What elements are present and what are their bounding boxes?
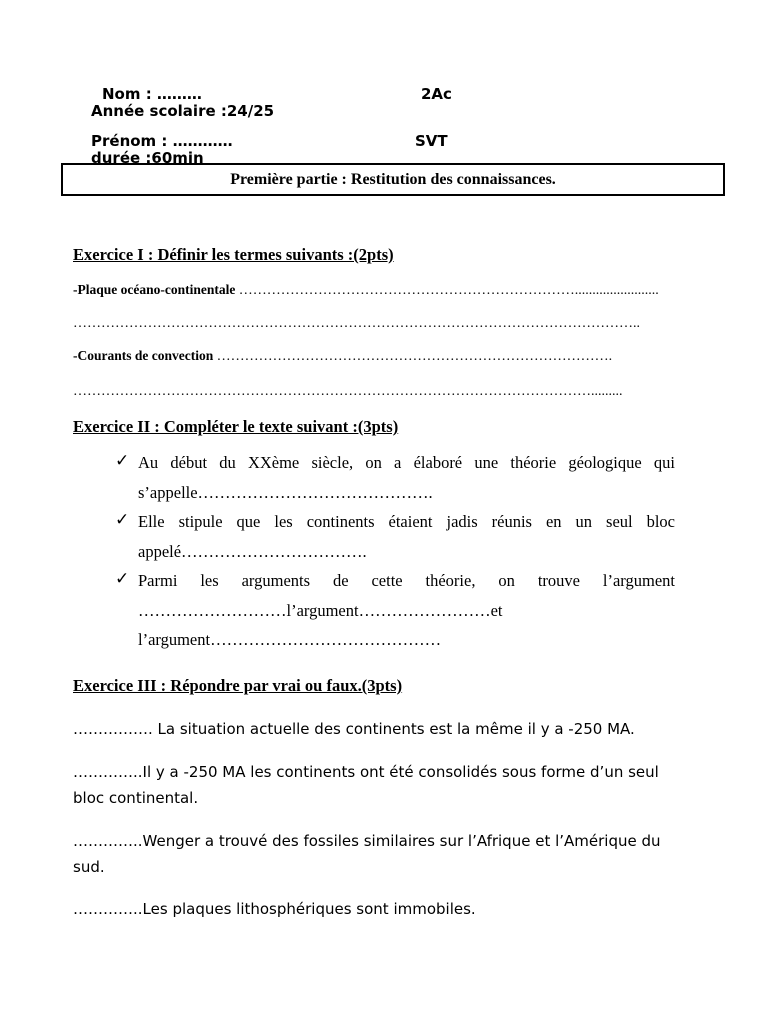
term-1-line	[73, 282, 659, 299]
part-title: Première partie : Restitution des connaissances.	[230, 171, 556, 188]
item-3-line-1: Parmi les arguments de cette théorie, on trouve l’argument	[138, 571, 675, 590]
check-icon: ✓	[115, 569, 130, 589]
item-3-line-2: ………………………l’argument……………………et	[138, 600, 503, 620]
exercise-1-title: Exercice I : Définir les termes suivants :(2pts)	[73, 245, 394, 264]
duration: durée :60min	[91, 149, 204, 167]
list-item	[138, 566, 675, 655]
term-1-label: -Plaque océano-continentale	[73, 282, 236, 297]
item-1-line-1: Au début du XXème siècle, on a élaboré une théorie géologique qui	[138, 453, 675, 472]
item-1-line-2: s’appelle…………………………………….	[138, 482, 433, 502]
term-2-answer-line: ………………………………………………………………………………………………….........	[73, 384, 623, 399]
prenom-field: Prénom : …………	[91, 132, 233, 150]
item-2-line-2: appelé…………………………….	[138, 541, 367, 561]
nom-field: Nom : ………	[102, 85, 202, 103]
subject-label: SVT	[415, 132, 448, 150]
term-1-dots: ………………………………………………………………........................	[238, 283, 659, 298]
term-2-label: -Courants de convection	[73, 348, 214, 363]
statement-1: ……………. La situation actuelle des continents est la même il y a -250 MA.	[73, 720, 635, 738]
statement-3: …………..Wenger a trouvé des fossiles similaires sur l’Afrique et l’Amérique du sud.	[73, 832, 661, 876]
check-icon: ✓	[115, 451, 130, 471]
exercise-2-title: Exercice II : Compléter le texte suivant :(3pts)	[73, 417, 399, 436]
exercise-3-title: Exercice III : Répondre par vrai ou faux.(3pts)	[73, 676, 403, 695]
term-1-answer-line: …………………………………………………………………………………………………………..	[73, 316, 640, 331]
statement-4: …………..Les plaques lithosphériques sont immobiles.	[73, 900, 476, 918]
part-title-box	[61, 163, 725, 196]
list-item	[138, 448, 675, 507]
item-3-line-3: l’argument……………………………………	[138, 630, 442, 649]
check-icon: ✓	[115, 510, 130, 530]
term-2-dots: ………………………………………………………………………….	[216, 349, 613, 364]
list-item	[138, 507, 675, 566]
statement-2: …………..Il y a -250 MA les continents ont été consolidés sous forme d’un seul bloc continental.	[73, 763, 659, 807]
term-2-line	[73, 348, 612, 365]
class-label: 2Ac	[421, 85, 452, 103]
school-year: Année scolaire :24/25	[91, 102, 275, 120]
item-2-line-1: Elle stipule que les continents étaient jadis réunis en un seul bloc	[138, 512, 675, 531]
